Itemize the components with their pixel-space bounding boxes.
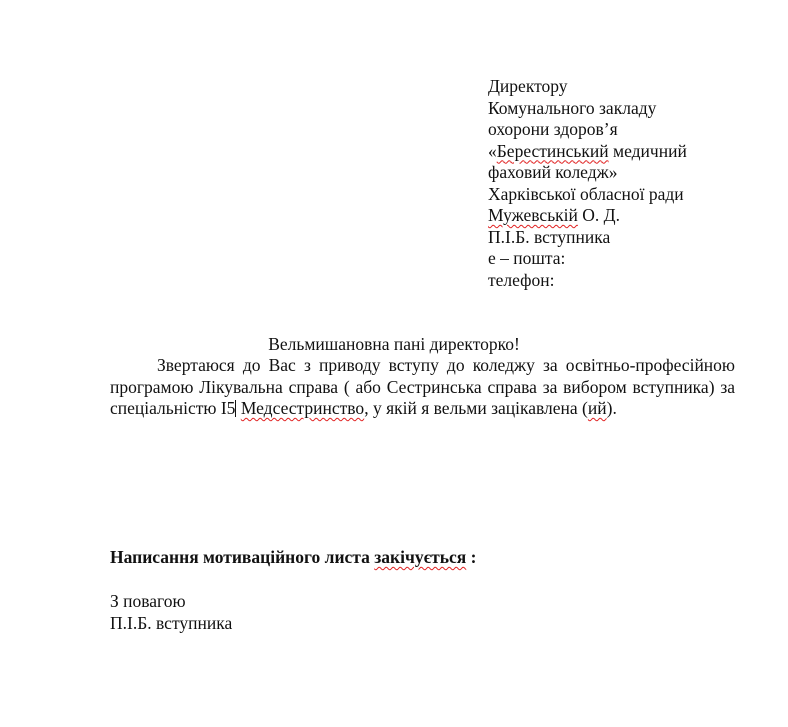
addressee-line-phone: телефон: — [488, 269, 555, 290]
addressee-line-director: Директору — [488, 76, 568, 96]
spellcheck-word-suffix[interactable]: ий — [587, 398, 607, 418]
spellcheck-word-berestyn[interactable]: Берестинський — [496, 140, 609, 161]
closing-heading-colon: : — [466, 547, 477, 567]
addressee-line-college-name — [488, 141, 687, 163]
signature-block — [110, 591, 232, 634]
spellcheck-word-specialty[interactable]: Медсестринство — [240, 398, 365, 418]
closing-heading — [110, 546, 476, 568]
college-name-rest: медичний — [608, 140, 687, 161]
addressee-line-email: е – пошта: — [488, 248, 566, 268]
body-part3: , у якій я вельми зацікавлена ( — [364, 398, 588, 418]
addressee-line-council: Харківської обласної ради — [488, 183, 684, 204]
signature-regards: З повагою — [110, 591, 186, 611]
body-part1: Звертаюся до Вас з приводу вступу до коледжу за освітньо-професійною програмою Лікувальна справа ( або Сестринська справа за вибором вступника) за спеціальністю І5 — [110, 355, 735, 418]
spellcheck-word-ending[interactable]: закічується — [374, 547, 467, 567]
closing-heading-text: Написання мотиваційного листа — [110, 547, 375, 567]
addressee-line-director-name — [488, 205, 687, 227]
addressee-line-institution: Комунального закладу — [488, 97, 657, 118]
salutation: Вельмишановна пані директорко! — [268, 334, 520, 354]
addressee-block — [488, 76, 687, 291]
addressee-line-applicant-name: П.І.Б. вступника — [488, 226, 611, 247]
body-part4: ). — [606, 398, 617, 418]
addressee-line-health: охорони здоров’я — [488, 119, 618, 139]
signature-name: П.І.Б. вступника — [110, 612, 233, 633]
addressee-line-college-type: фаховий коледж» — [488, 162, 618, 182]
spellcheck-word-muzhevska[interactable]: Мужевській — [488, 205, 578, 225]
letter-body-paragraph[interactable] — [110, 355, 735, 420]
open-quote: « — [488, 140, 497, 161]
director-initials: О. Д. — [577, 205, 620, 225]
